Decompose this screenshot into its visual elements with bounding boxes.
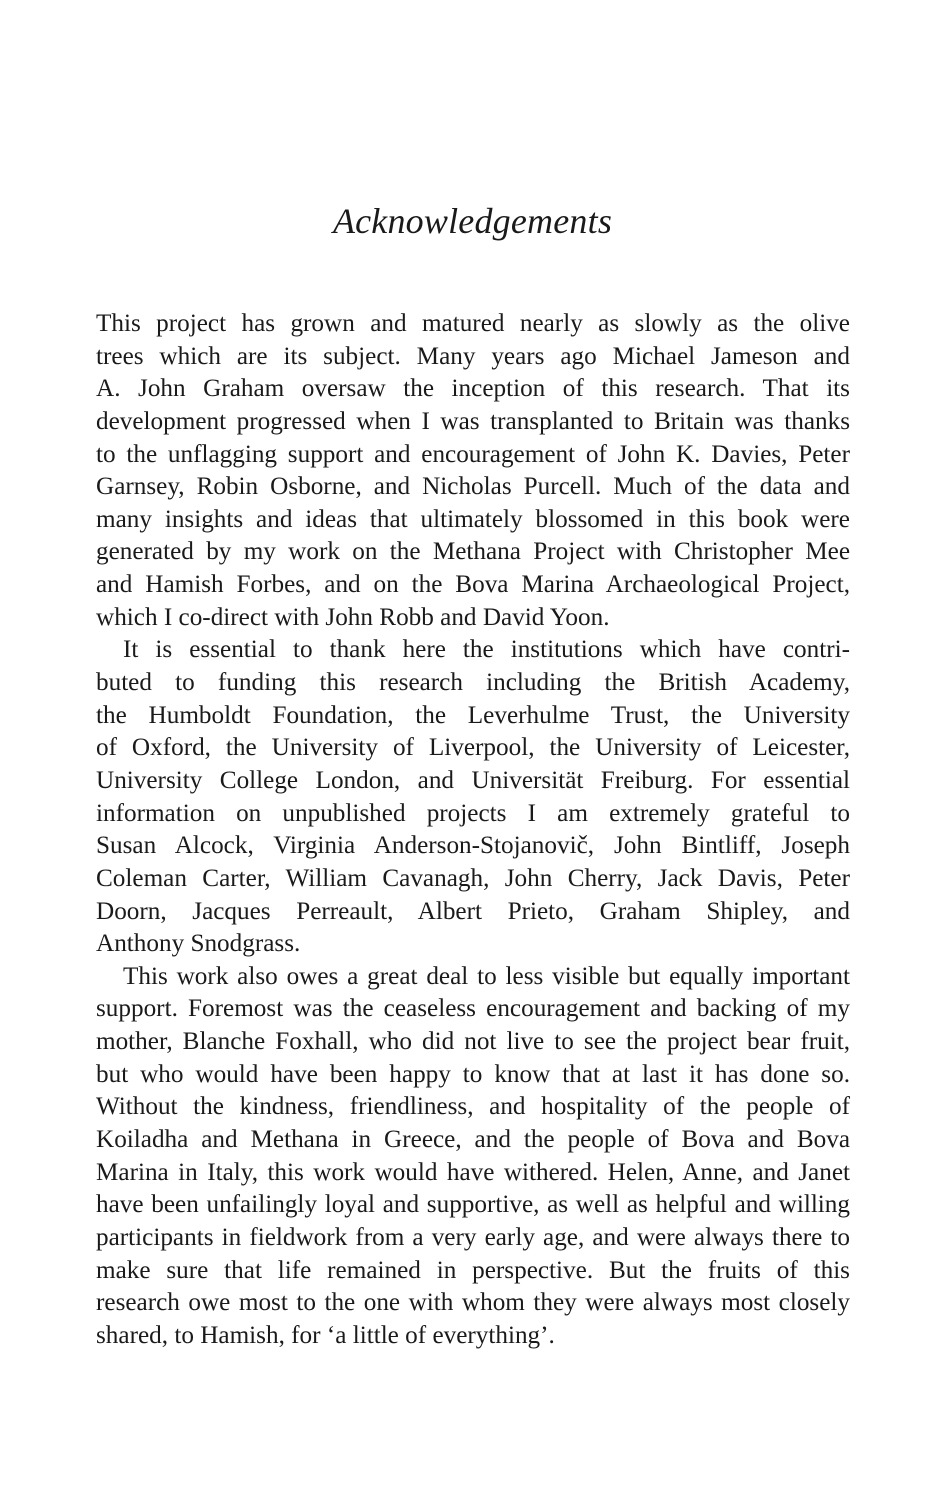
text-line: support. Foremost was the ceaseless encouragement and backing of my xyxy=(96,995,850,1023)
text-line: This work also owes a great deal to less visible but equally important xyxy=(123,962,850,990)
text-line: information on unpublished projects I am extremely grateful to xyxy=(96,799,850,827)
text-line: of Oxford, the University of Liverpool, the University of Leicester, xyxy=(96,734,850,762)
text-line: Coleman Carter, William Cavanagh, John Cherry, Jack Davis, Peter xyxy=(96,864,850,892)
text-line: This project has grown and matured nearly as slowly as the olive xyxy=(96,310,850,337)
text-line: buted to funding this research including the British Academy, xyxy=(96,669,850,697)
text-line: development progressed when I was transplanted to Britain was thanks xyxy=(96,407,850,435)
text-line: Garnsey, Robin Osborne, and Nicholas Purcell. Much of the data and xyxy=(96,473,850,501)
text-line: Marina in Italy, this work would have withered. Helen, Anne, and Janet xyxy=(96,1158,850,1186)
text-line: many insights and ideas that ultimately blossomed in this book were xyxy=(96,505,850,533)
text-line: but who would have been happy to know that at last it has done so. xyxy=(96,1060,850,1088)
text-line: research owe most to the one with whom they were always most closely xyxy=(96,1289,850,1317)
text-line: University College London, and Universität Freiburg. For essential xyxy=(96,766,850,794)
text-line: trees which are its subject. Many years ago Michael Jameson and xyxy=(96,342,850,370)
paragraph-2 xyxy=(96,634,850,960)
text-line: Doorn, Jacques Perreault, Albert Prieto, Graham Shipley, and xyxy=(96,897,850,925)
text-line: A. John Graham oversaw the inception of this research. That its xyxy=(96,375,850,403)
page-title: Acknowledgements xyxy=(332,201,613,241)
text-line: It is essential to thank here the institutions which have contri- xyxy=(123,636,850,664)
paragraph-3 xyxy=(96,961,850,1353)
text-line: participants in fieldwork from a very early age, and were always there to xyxy=(96,1223,850,1251)
text-line: to the unflagging support and encouragement of John K. Davies, Peter xyxy=(96,440,850,468)
text-line: generated by my work on the Methana Project with Christopher Mee xyxy=(96,538,850,566)
text-line: Koiladha and Methana in Greece, and the people of Bova and Bova xyxy=(96,1126,850,1154)
text-line: Without the kindness, friendliness, and hospitality of the people of xyxy=(96,1093,850,1121)
text-line: mother, Blanche Foxhall, who did not live to see the project bear fruit, xyxy=(96,1028,850,1056)
text-line: Susan Alcock, Virginia Anderson-Stojanovič, John Bintliff, Joseph xyxy=(96,832,850,860)
text-line: which I co-direct with John Robb and David Yoon. xyxy=(96,603,610,631)
text-line: the Humboldt Foundation, the Leverhulme Trust, the University xyxy=(96,701,850,729)
text-line: and Hamish Forbes, and on the Bova Marina Archaeological Project, xyxy=(96,571,850,599)
text-line: Anthony Snodgrass. xyxy=(96,930,301,958)
text-line: shared, to Hamish, for ‘a little of everything’. xyxy=(96,1321,555,1349)
text-line: make sure that life remained in perspective. But the fruits of this xyxy=(96,1256,850,1284)
text-line: have been unfailingly loyal and supportive, as well as helpful and willing xyxy=(96,1191,850,1219)
body-text xyxy=(96,308,850,1353)
paragraph-1 xyxy=(96,308,850,634)
